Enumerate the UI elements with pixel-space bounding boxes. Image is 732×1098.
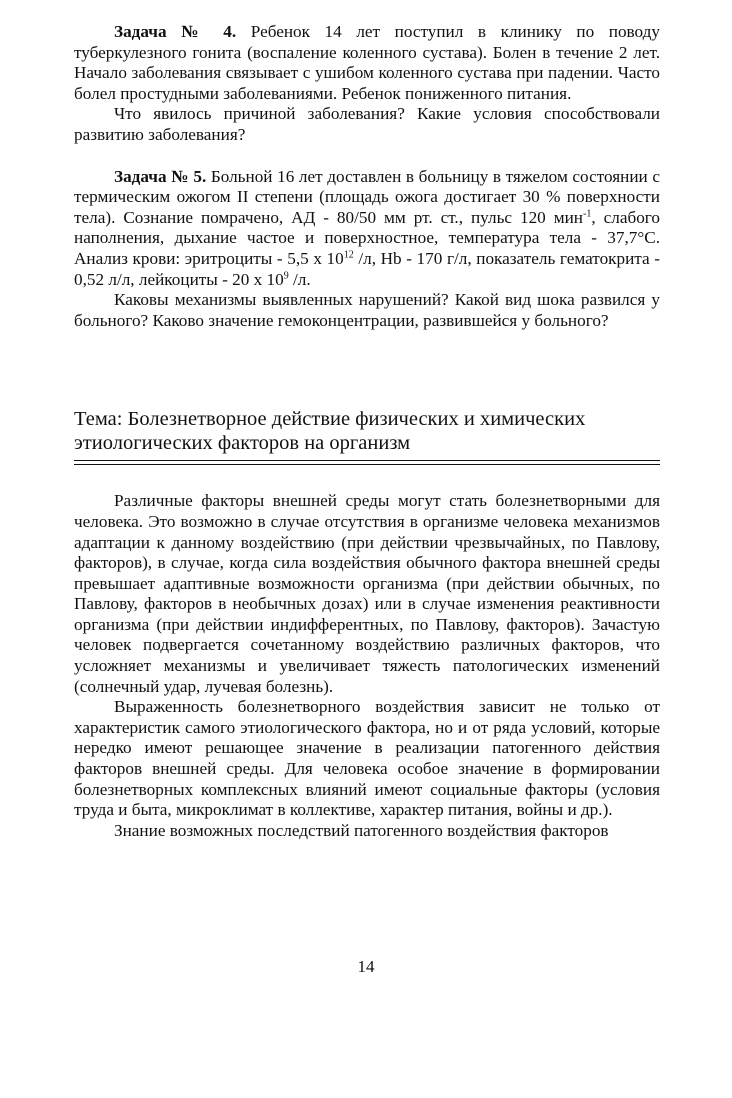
- page-number: 14: [357, 957, 375, 976]
- task4-text: Ребенок 14 лет поступил в клинику по поводу туберкулезного гонита (воспаление коленного сустава). Болен в течение 2 лет. Начало заболевания связывает с ушибом коленного сустава при падении. Часто болел простудными заболеваниями. Ребенок пониженного питания.: [74, 22, 660, 103]
- task4-question: Что явилось причиной заболевания? Какие условия способствовали развитию заболевания?: [74, 104, 660, 144]
- task5-sup-erythro: 12: [343, 249, 354, 261]
- task5-text-c: /л, Hb - 170 г/л, показатель гематокрита - 0,52 л/л, лейкоциты - 20 х 10: [74, 248, 660, 289]
- task5-text-b: , слабого наполнения, дыхание частое и поверхностное, температура тела - 37,7°С. Анализ крови: эритроциты - 5,5 х 10: [74, 207, 660, 268]
- topic-heading-line2: этиологических факторов на организм: [74, 432, 411, 455]
- task5-label: Задача № 5.: [114, 166, 207, 186]
- task5-sup-leuko: 9: [283, 269, 289, 281]
- task5-paragraph: [74, 167, 660, 291]
- task5-text-d: /л.: [288, 269, 311, 289]
- body-paragraph-3: Знание возможных последствий патогенного воздействия факторов: [114, 820, 609, 840]
- body-paragraph-2: Выраженность болезнетворного воздействия зависит не только от характеристик самого этиологического фактора, но и от ряда условий, которые нередко имеют решающее значение в реализации патогенного действия факторов внешней среды. Для человека особое значение в формировании болезнетворных комплексных влияний имеют социальные факторы (условия труда и быта, микроклимат в коллективе, характер питания, войны и др.).: [74, 697, 660, 820]
- task5-text-a: Больной 16 лет доставлен в больницу в тяжелом состоянии с термическим ожогом II степени (площадь ожога достигает 30 % поверхности тела). Сознание помрачено, АД - 80/50 мм рт. ст., пульс 120 мин: [74, 166, 660, 227]
- body-paragraph-1: Различные факторы внешней среды могут стать болезнетворными для человека. Это возможно в случае отсутствия в организме человека механизмов адаптации к данному воздействию (при действии чрезвычайных, по Павлову, факторов), в случае, когда сила воздействия обычного фактора внешней среды превышает адаптивные возможности организма (при действии обычных, по Павлову, факторов в необычных дозах) или в случае изменения реактивности организма (при действии индифферентных, по Павлову, факторов). Зачастую человек подвергается сочетанному воздействию различных факторов, что усложняет механизмы и увеличивает тяжесть патологических изменений (солнечный удар, лучевая болезнь).: [74, 491, 660, 696]
- topic-body: [74, 491, 660, 841]
- task5-question: Каковы механизмы выявленных нарушений? Какой вид шока развился у больного? Каково значение гемоконцентрации, развившейся у больного?: [74, 290, 660, 330]
- page-content: [74, 22, 660, 841]
- topic-heading-line1: Тема: Болезнетворное действие физических и химических: [74, 408, 586, 431]
- task4-paragraph: [74, 22, 660, 104]
- task4-label: Задача № 4.: [114, 22, 237, 41]
- task5-sup-pulse: -1: [583, 208, 592, 220]
- topic-heading: [74, 407, 660, 461]
